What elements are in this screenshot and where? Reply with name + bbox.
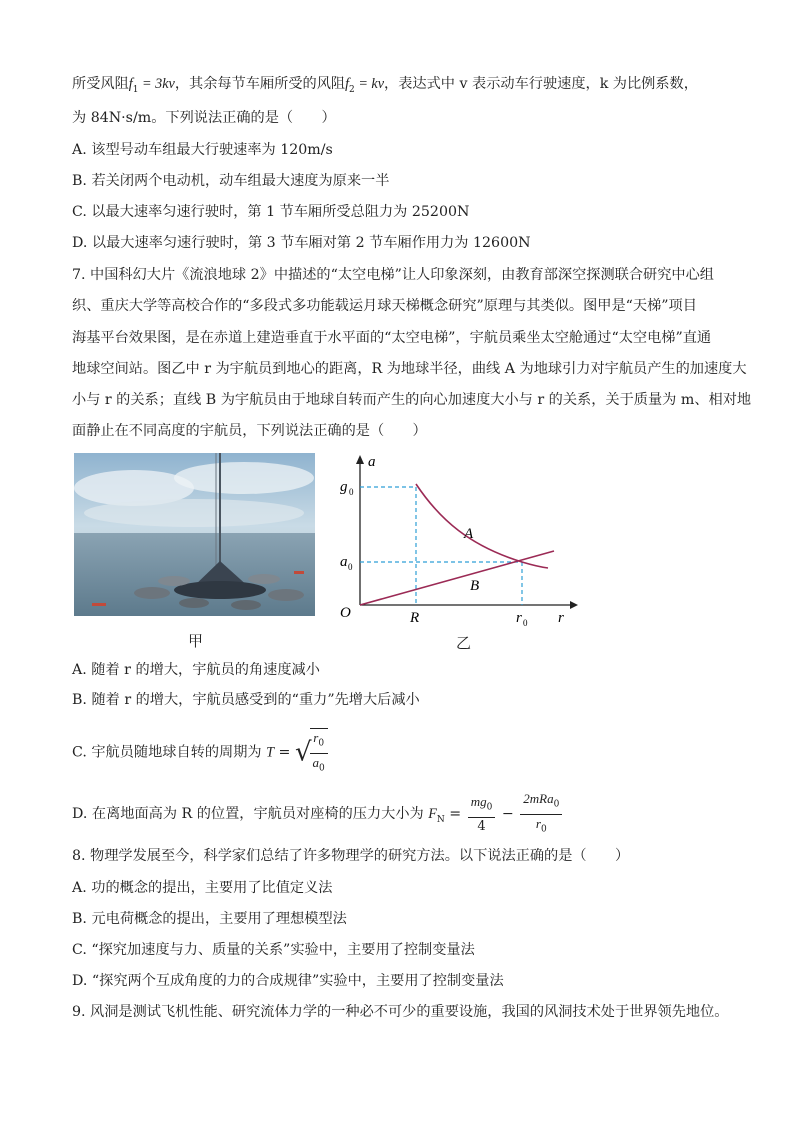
q7-option-b: B. 随着 r 的增大，宇航员感受到的“重力”先增大后减小 (72, 692, 420, 708)
x-axis-arrow (570, 601, 578, 609)
R-label: R (410, 610, 420, 626)
q7-stem-line-5: 小与 r 的关系；直线 B 为宇航员由于地球自转而产生的向心加速度大小与 r 的关系，关于质量为 m、相对地 (72, 392, 752, 408)
q8-option-c: C. “探究加速度与力、质量的关系”实验中，主要用了控制变量法 (72, 942, 475, 958)
y-axis-label: a (368, 454, 376, 470)
g0-subscript: 0 (349, 487, 354, 497)
a0-label: a (340, 554, 348, 570)
q9-stem: 9. 风洞是测试飞机性能、研究流体力学的一种必不可少的重要设施，我国的风洞技术处于世界领先地位。 (72, 1004, 729, 1020)
q6-continuation-line: 所受风阻$f_1 = 3kv$，其余每节车厢所受的风阻$f_2$ = kv，表达式中 v 表示动车行驶速度，k 为比例系数， (72, 76, 698, 95)
curve-a (416, 484, 548, 568)
line-b-label: B (470, 578, 480, 594)
acceleration-radius-graph (340, 450, 580, 650)
curve-a-label: A (464, 526, 474, 542)
q6-option-a: A. 该型号动车组最大行驶速率为 120m/s (72, 142, 333, 158)
r0-subscript: 0 (523, 618, 528, 628)
q6-option-d: D. 以最大速率匀速行驶时，第 3 节车厢对第 2 节车厢作用力为 12600N (72, 235, 531, 251)
space-elevator-platform-image (74, 453, 315, 616)
q7-stem-line-1: 7. 中国科幻大片《流浪地球 2》中描述的“太空电梯”让人印象深刻，由教育部深空探测联合研究中心组 (72, 267, 714, 283)
y-axis-arrow (356, 455, 364, 464)
sqrt-symbol: √ $\frac{r_0}{a_0}$ (295, 728, 330, 777)
q6-stem-end: 为 84N·s/m。下列说法正确的是（ ） (72, 110, 336, 126)
q8-option-a: A. 功的概念的提出，主要用了比值定义法 (72, 880, 333, 896)
q7-option-d: D. 在离地面高为 R 的位置，宇航员对座椅的压力大小为 $F_N$ = $\frac{mg_0}{4}$ − $\frac{2mRa_0}{r_0}$ (72, 790, 732, 839)
q8-stem: 8. 物理学发展至今，科学家们总结了许多物理学的研究方法。以下说法正确的是（ ） (72, 848, 630, 864)
q6-option-c: C. 以最大速率匀速行驶时，第 1 节车厢所受总阻力为 25200N (72, 204, 470, 220)
x-axis-label: r (558, 610, 564, 626)
caption-jia: 甲 (188, 632, 204, 650)
caption-yi: 乙 (456, 634, 472, 652)
q7-option-a: A. 随着 r 的增大，宇航员的角速度减小 (72, 662, 320, 678)
line-b (360, 551, 554, 605)
q7-stem-line-2: 织、重庆大学等高校合作的“多段式多功能载运月球天梯概念研究”原理与其类似。图甲是“天梯”项目 (72, 298, 697, 314)
q7-stem-line-3: 海基平台效果图，是在赤道上建造垂直于水平面的“太空电梯”，宇航员乘坐太空舱通过“太空电梯”直通 (72, 330, 712, 346)
q7-stem-line-4: 地球空间站。图乙中 r 为宇航员到地心的距离，R 为地球半径，曲线 A 为地球引力对宇航员产生的加速度大 (72, 361, 747, 377)
g0-label: g (340, 479, 348, 495)
q7-option-c: C. 宇航员随地球自转的周期为 T = √ $\frac{r_0}{a_0}$ (72, 728, 732, 777)
r0-label: r (516, 610, 522, 626)
origin-label: O (340, 605, 351, 621)
q7-stem-line-6: 面静止在不同高度的宇航员，下列说法正确的是（ ） (72, 423, 427, 439)
q8-option-b: B. 元电荷概念的提出，主要用了理想模型法 (72, 911, 347, 927)
q8-option-d: D. “探究两个互成角度的力的合成规律”实验中，主要用了控制变量法 (72, 973, 504, 989)
a0-subscript: 0 (348, 562, 353, 572)
q6-option-b: B. 若关闭两个电动机，动车组最大速度为原来一半 (72, 173, 390, 189)
